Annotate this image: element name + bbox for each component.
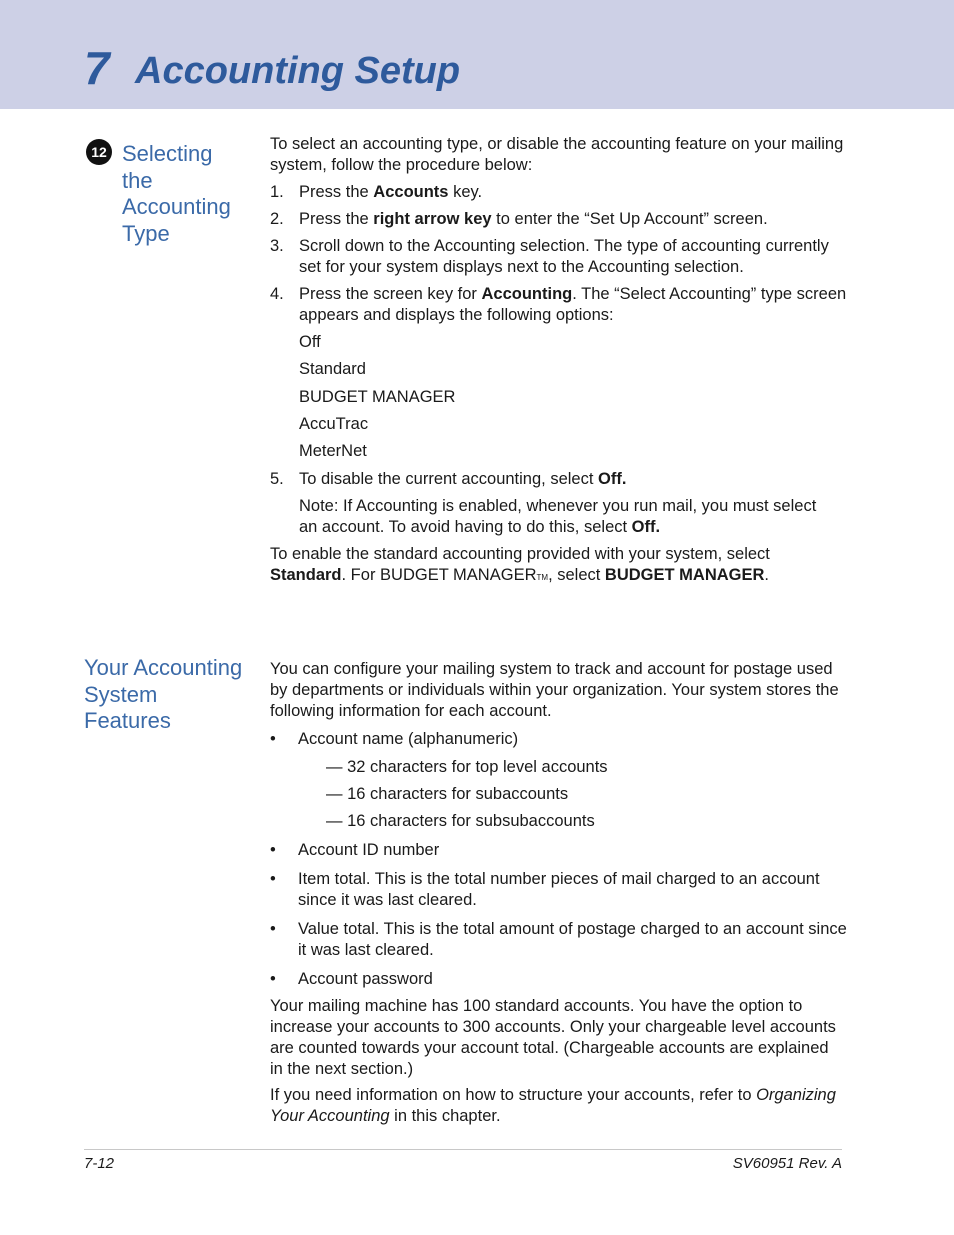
key-name: Accounting [481,285,573,303]
step-text: Press the screen key for [299,285,482,303]
note-text [299,496,829,538]
standard-accounts-paragraph: Your mailing machine has 100 standard accounts. You have the option to increase your accounts to 300 accounts. Only your chargeable level accounts are counted towards your account total. (Chargeable accounts are explained in the next section.) [270,997,836,1078]
step-number: 3. [270,237,284,255]
step-number: 4. [270,285,284,303]
page-number: 7-12 [84,1155,115,1172]
heading-line: Type [122,220,170,246]
closing-text: To enable the standard accounting provided with your system, select [270,545,770,563]
heading-line: Your Accounting [84,655,243,680]
document-id: SV60951 Rev. A [732,1155,842,1172]
step-number-badge: 12 [86,139,112,165]
footer-divider [84,1149,842,1150]
step-number: 5. [270,470,284,488]
chapter-title: Accounting Setup [135,50,461,92]
bullet-text: Account name (alphanumeric) [298,730,519,748]
key-name: right arrow key [373,210,492,228]
step-text: Press the [299,183,374,201]
bullet-mark: • [270,730,276,748]
heading-line: the [122,167,153,193]
option-standard: Standard [299,360,366,378]
key-name: Accounts [373,183,449,201]
section1-intro: To select an accounting type, or disable the accounting feature on your mailing system, follow the procedure below: [270,135,844,174]
sub-item: — 16 characters for subaccounts [326,785,569,803]
note-body: Note: If Accounting is enabled, whenever you run mail, you must select an account. To avoid having to do this, select [299,497,817,536]
option-budget-manager: BUDGET MANAGER [299,388,456,406]
bullet-mark: • [270,841,276,859]
sub-item: — 16 characters for subsubaccounts [326,812,595,830]
closing-text: . For BUDGET MANAGER [341,566,537,584]
cross-reference-title: Organizing Your Accounting [270,1086,836,1125]
option-accutrac: AccuTrac [299,415,369,433]
option-name: Standard [270,566,342,584]
heading-line: Accounting [122,194,231,219]
bullet-text: Account ID number [298,841,440,859]
bullet-mark: • [270,920,276,938]
bullet-text: Account password [298,970,433,988]
step-text: Press the [299,210,374,228]
step-text: key. [448,183,483,201]
step-number: 2. [270,210,284,228]
bullet-text: Value total. This is the total amount of postage charged to an account since it was last cleared. [298,920,847,959]
trademark-mark: TM [536,573,549,582]
bullet-mark: • [270,870,276,888]
section2-intro: You can configure your mailing system to track and account for postage used by departments or individuals within your organization. Your system stores the following information for each account. [270,660,839,720]
heading-line: Features [84,708,171,733]
option-name: BUDGET MANAGER [604,566,765,584]
step-text: To disable the current accounting, select [299,470,599,488]
bullet-text: Item total. This is the total number pieces of mail charged to an account since it was last cleared. [298,870,820,909]
closing-text: . [764,566,770,584]
section-heading-accounting-features [84,655,242,735]
option-off: Off [299,333,321,351]
heading-line: Selecting [122,141,213,166]
reference-text: in this chapter. [389,1107,501,1125]
step-text: to enter the “Set Up Account” screen. [491,210,768,228]
bullet-mark: • [270,970,276,988]
closing-text: , select [548,566,605,584]
step-text: . The “Select Accounting” type screen appears and displays the following options: [299,285,847,324]
section1-closing [270,544,845,588]
reference-paragraph [270,1085,845,1127]
reference-text: If you need information on how to structure your accounts, refer to [270,1086,757,1104]
section-heading-selecting-type [122,141,231,247]
heading-line: System [84,681,158,707]
option-name: Off. [598,470,627,488]
option-meternet: MeterNet [299,442,367,460]
chapter-number: 7 [84,42,110,94]
sub-item: — 32 characters for top level accounts [326,758,608,776]
option-name: Off. [631,518,661,536]
step-number: 1. [270,183,284,201]
step-text: Scroll down to the Accounting selection. The type of accounting currently set for your system displays next to the Accounting selection. [299,237,829,276]
